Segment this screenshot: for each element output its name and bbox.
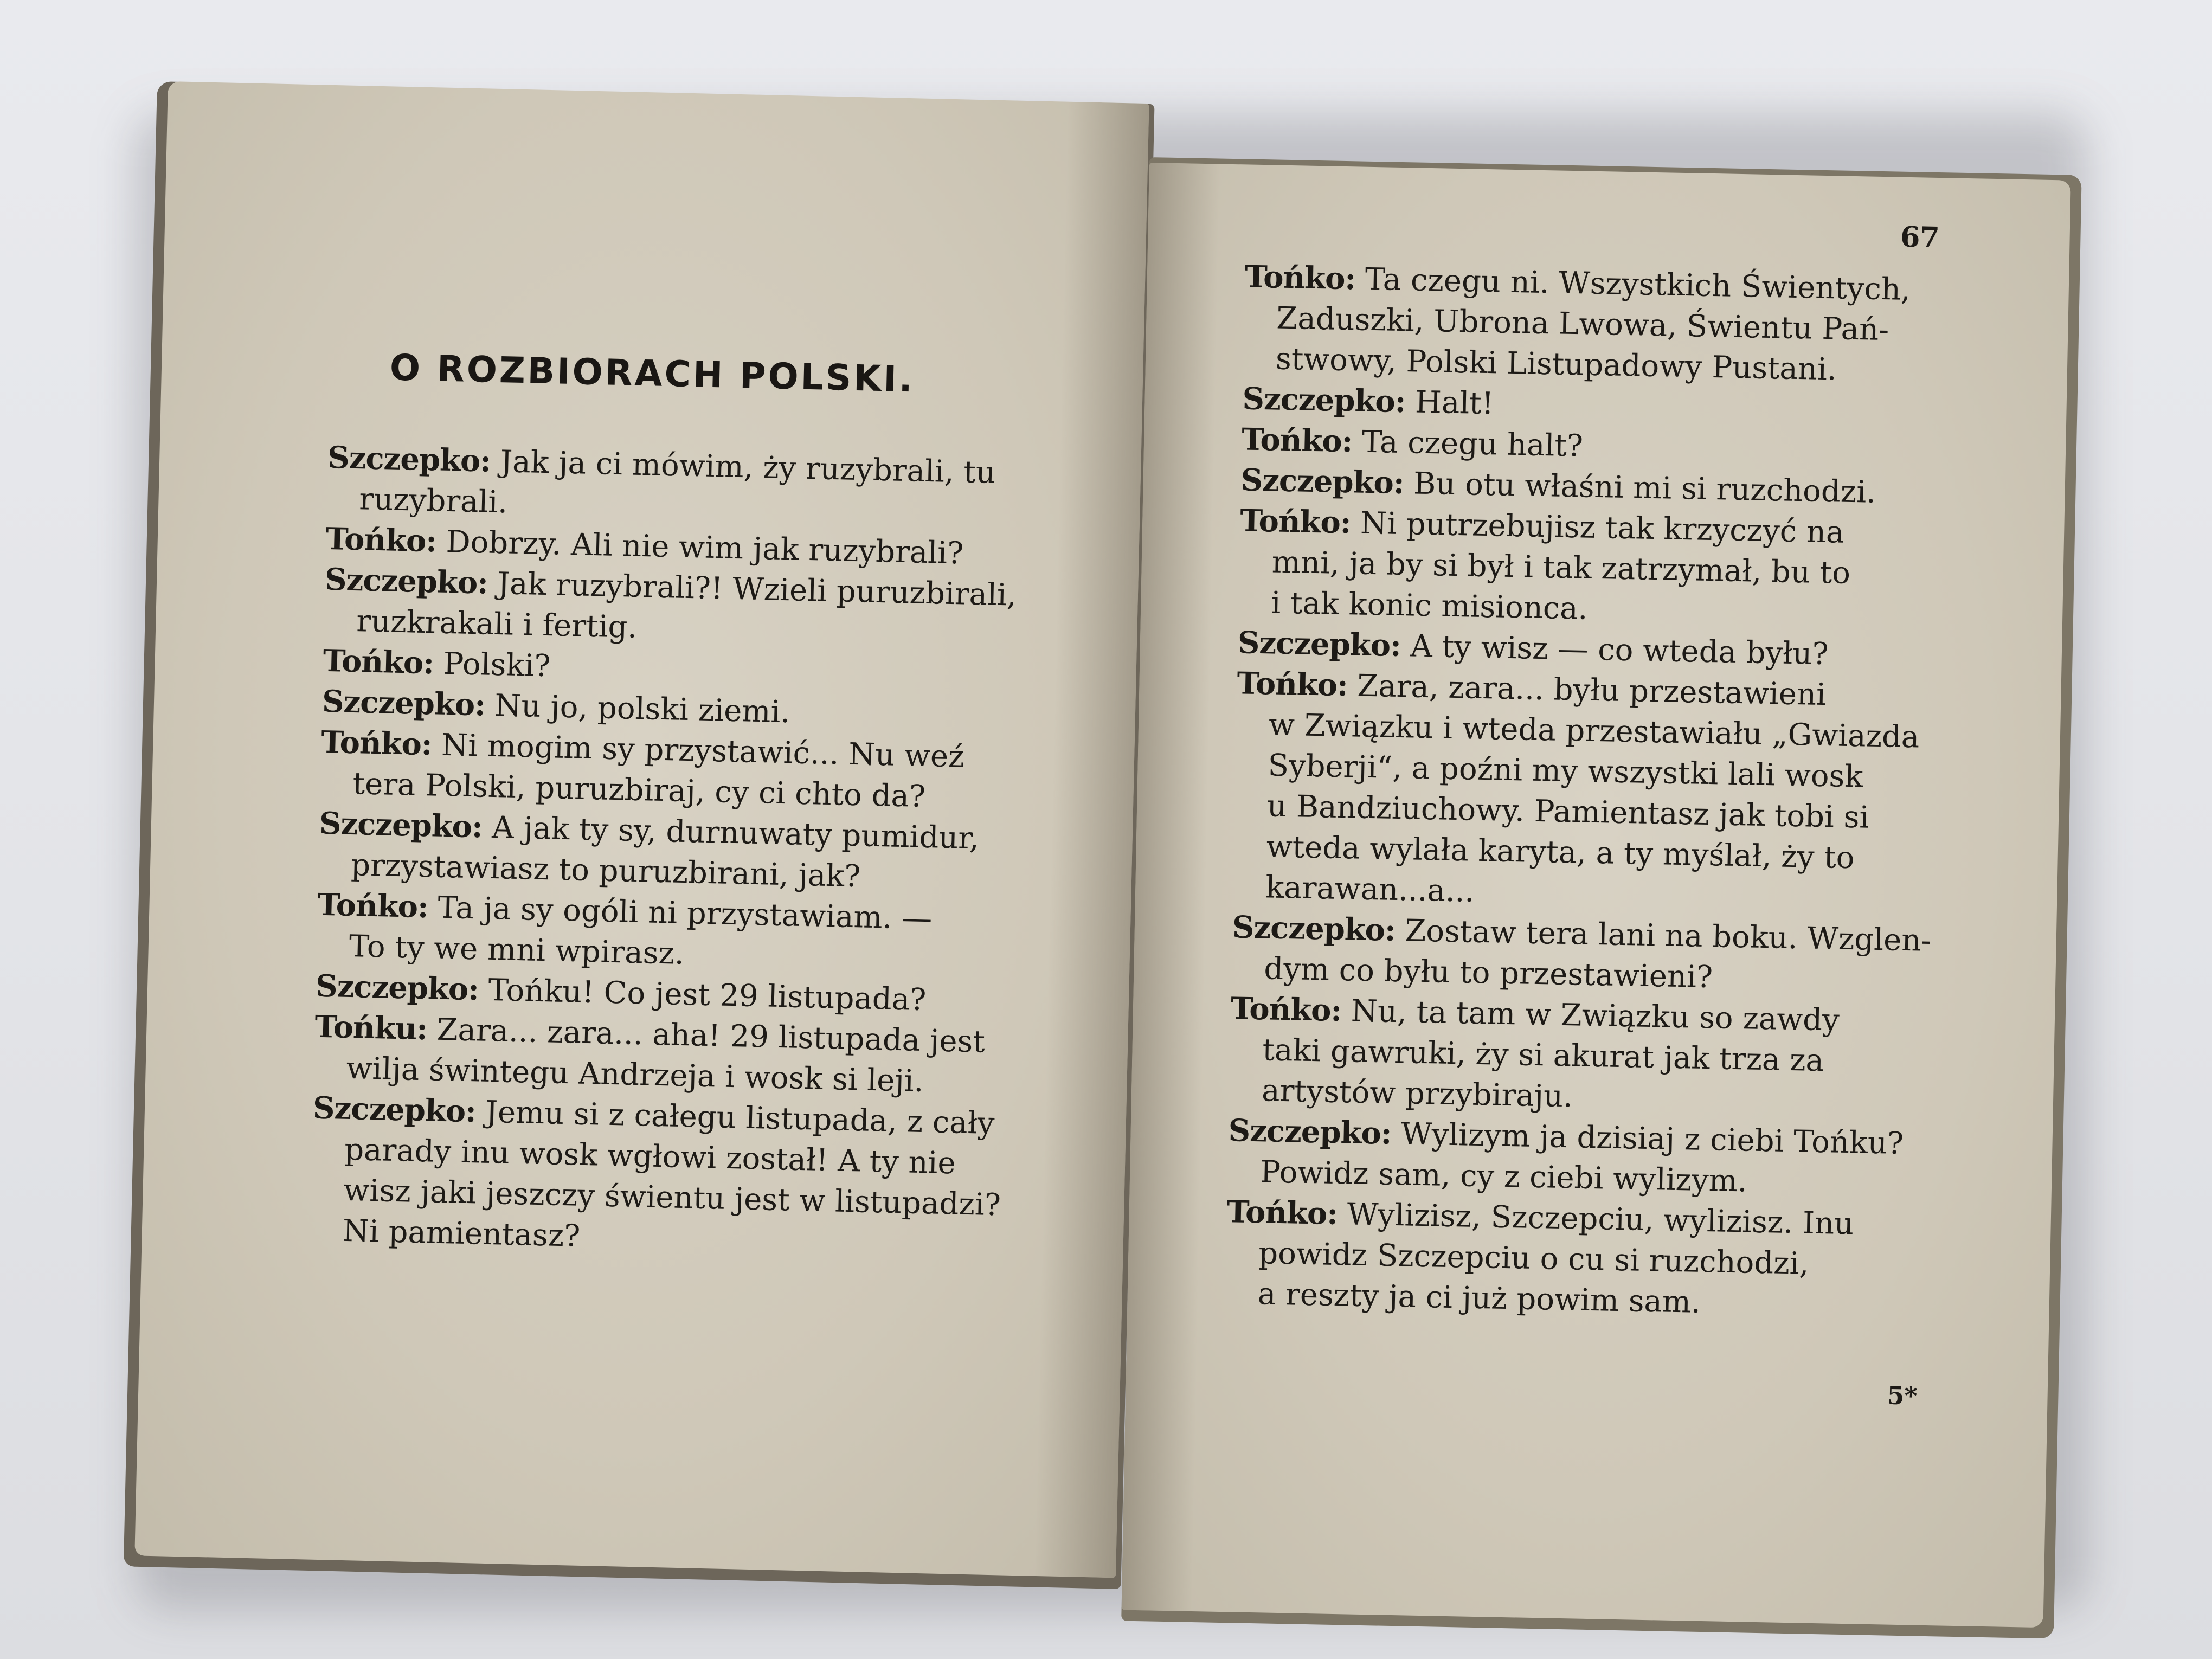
line-text: Jak ruzybrali?! Wzieli puruzbirali,: [487, 565, 1017, 613]
line-text: u Bandziuchowy. Pamientasz jak tobi si: [1266, 788, 1869, 835]
line-text: Wylizisz, Szczepciu, wylizisz. Inu: [1337, 1197, 1854, 1242]
line-text: i tak konic misionca.: [1270, 585, 1589, 627]
line-text: Powidz sam, cy z ciebi wylizym.: [1259, 1154, 1748, 1199]
signature-mark: 5*: [1887, 1380, 1918, 1411]
line-text: ruzkrakali i fertig.: [356, 603, 638, 645]
line-text: Nu jo, polski ziemi.: [485, 687, 790, 730]
line-text: Zostaw tera lani na boku. Wzglen-: [1395, 912, 1932, 959]
line-text: Ta czegu halt?: [1352, 424, 1584, 464]
speaker-name: Tońko:: [325, 520, 437, 560]
line-text: Zara... zara... aha! 29 listupada jest: [427, 1012, 986, 1060]
line-text: Halt!: [1405, 384, 1494, 422]
speaker-name: Szczepko:: [1228, 1113, 1392, 1152]
line-text: Bu otu właśni mi si ruzchodzi.: [1403, 466, 1876, 510]
line-text: To ty we mni wpirasz.: [349, 928, 685, 972]
right-page: [1122, 163, 2071, 1628]
speaker-name: Tońko:: [1244, 259, 1356, 297]
line-text: wteda wylała karyta, a ty myślał, ży to: [1266, 829, 1855, 876]
speaker-name: Szczepko:: [315, 968, 479, 1008]
line-text: artystów przybiraju.: [1261, 1073, 1573, 1115]
left-page-text: [310, 438, 1017, 1265]
speaker-name: Tońku:: [314, 1008, 428, 1047]
speaker-name: Szczepko:: [312, 1090, 477, 1130]
page-number: 67: [1900, 220, 1940, 255]
line-text: a reszty ja ci już powim sam.: [1257, 1276, 1701, 1320]
speaker-name: Szczepko:: [321, 683, 486, 723]
line-text: Nu, ta tam w Związku so zawdy: [1341, 993, 1840, 1038]
line-text: taki gawruki, ży si akurat jak trza za: [1262, 1032, 1824, 1079]
line-text: Ni putrzebujisz tak krzyczyć na: [1350, 505, 1845, 550]
line-text: Syberji“, a poźni my wszystki lali wosk: [1268, 748, 1863, 795]
speaker-name: Tońko:: [1241, 421, 1353, 460]
line-text: stwowy, Polski Listupadowy Pustani.: [1275, 341, 1837, 388]
line-text: A jak ty sy, durnuwaty pumidur,: [481, 809, 980, 857]
line-text: ruzybrali.: [358, 481, 508, 520]
line-text: tera Polski, puruzbiraj, cy ci chto da?: [352, 766, 926, 815]
line-text: Zara, zara... byłu przestawieni: [1347, 668, 1827, 713]
line-text: wisz jaki jeszczy świentu jest w listupadzi?: [343, 1172, 1001, 1223]
line-text: Ta czegu ni. Wszystkich Świentych,: [1355, 261, 1911, 307]
line-text: Ni pamientasz?: [342, 1213, 581, 1254]
speaker-name: Szczepko:: [1232, 909, 1396, 948]
right-page-text: [1225, 256, 1933, 1327]
line-text: mni, ja by si był i tak zatrzymał, bu to: [1271, 544, 1851, 591]
speaker-name: Szczepko:: [1240, 462, 1405, 501]
line-text: w Związku i wteda przestawiału „Gwiazda: [1268, 707, 1920, 755]
speaker-name: Tońko:: [1230, 991, 1342, 1029]
speaker-name: Szczepko:: [1242, 381, 1406, 420]
chapter-title: O ROZBIORACH POLSKI.: [389, 346, 915, 401]
speaker-name: Tońko:: [1239, 503, 1352, 541]
speaker-name: Tońko:: [1236, 665, 1348, 704]
line-text: Zaduszki, Ubrona Lwowa, Świentu Pań-: [1276, 300, 1889, 348]
line-text: przystawiasz to puruzbirani, jak?: [350, 847, 861, 895]
speaker-name: Tońko:: [320, 724, 433, 763]
speaker-name: Szczepko:: [327, 439, 491, 479]
line-text: karawan...a...: [1265, 870, 1475, 909]
line-text: Tońku! Co jest 29 listupada?: [478, 972, 927, 1018]
line-text: Ta ja sy ogóli ni przystawiam. —: [427, 890, 933, 937]
line-text: dym co byłu to przestawieni?: [1263, 951, 1713, 995]
speaker-name: Szczepko:: [319, 805, 483, 845]
line-text: Polski?: [433, 646, 551, 684]
line-text: A ty wisz — co wteda byłu?: [1400, 628, 1829, 672]
line-text: Jemu si z całegu listupada, z cały: [475, 1094, 995, 1142]
speaker-name: Tońko:: [1226, 1194, 1338, 1232]
line-text: Dobrzy. Ali nie wim jak ruzybrali?: [436, 524, 964, 571]
line-text: Ni mogim sy przystawić... Nu weź: [431, 727, 965, 775]
line-text: parady inu wosk wgłowi został! A ty nie: [344, 1131, 956, 1181]
line-text: powidz Szczepciu o cu si ruzchodzi,: [1258, 1236, 1810, 1282]
left-page: [134, 81, 1149, 1578]
speaker-name: Szczepko:: [324, 561, 488, 601]
line-text: Wylizym ja dzisiaj z ciebi Tońku?: [1391, 1116, 1904, 1162]
speaker-name: Tońko:: [317, 886, 429, 925]
line-text: Jak ja ci mówim, ży ruzybrali, tu: [490, 443, 996, 491]
speaker-name: Szczepko:: [1237, 625, 1401, 664]
line-text: wilja świntegu Andrzeja i wosk si leji.: [346, 1050, 924, 1099]
speaker-name: Tońko:: [323, 642, 434, 681]
